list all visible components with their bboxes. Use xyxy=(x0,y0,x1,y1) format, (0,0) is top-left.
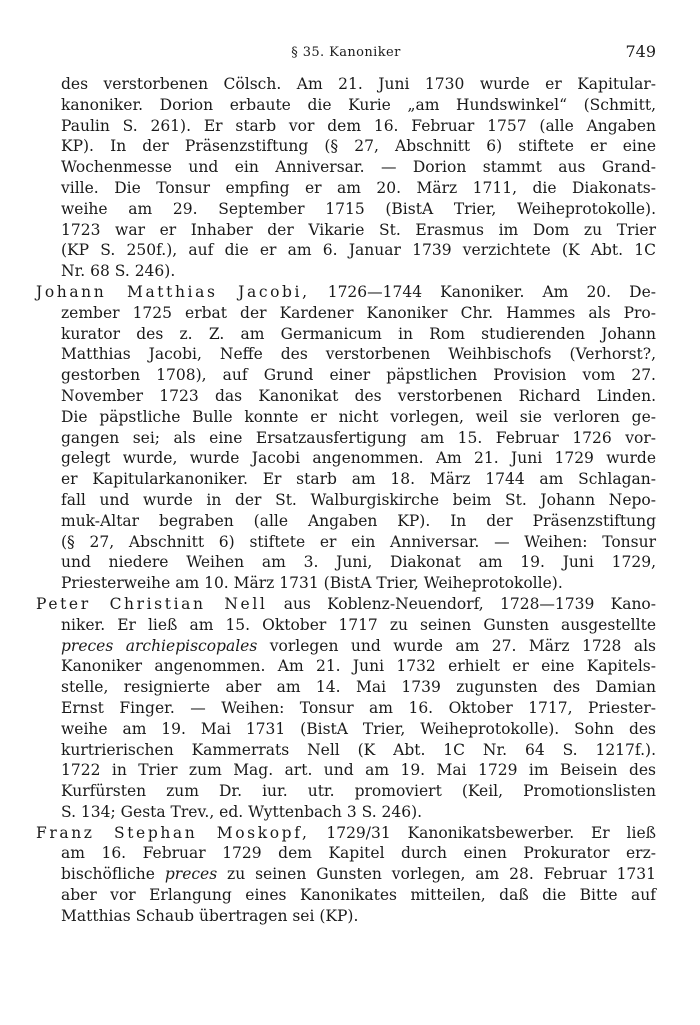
entry-continuation xyxy=(36,74,656,282)
text-line xyxy=(61,657,656,675)
text-line xyxy=(61,741,656,759)
text-line xyxy=(61,366,656,384)
line-text: am 16. Februar 1729 dem Kapitel durch einen Prokurator erz- xyxy=(61,844,656,863)
text-row xyxy=(61,469,656,490)
line-text: bischöfliche xyxy=(61,865,165,884)
text-row xyxy=(61,719,656,740)
line-text: aus Koblenz-Neuendorf, 1728—1739 Kano- xyxy=(267,594,656,613)
line-text: des verstorbenen Cölsch. Am 21. Juni 1730 wurde er Kapitular- xyxy=(61,75,656,93)
text-row xyxy=(61,136,656,157)
text-line xyxy=(61,844,656,862)
line-text: kanoniker. Dorion erbaute die Kurie „am Hundswinkel“ (Schmitt, xyxy=(61,95,656,114)
text-row xyxy=(61,573,656,594)
italic-term: preces archiepiscopales xyxy=(61,636,258,655)
text-row xyxy=(61,344,656,365)
text-line xyxy=(61,221,656,239)
text-line xyxy=(61,179,656,197)
line-text: Matthias Schaub übertragen sei (KP). xyxy=(61,906,359,925)
text-line xyxy=(61,574,563,592)
text-row xyxy=(61,448,656,469)
line-text: kurtrierischen Kammerrats Nell (K Abt. 1C Nr. 64 S. 1217f.). xyxy=(61,740,656,759)
line-text: zember 1725 erbat der Kardener Kanoniker Chr. Hammes als Pro- xyxy=(61,303,656,322)
text-row xyxy=(61,324,656,345)
text-line xyxy=(61,699,656,717)
line-text: 1729/31 Kanonikatsbewerber. Er ließ xyxy=(309,823,656,842)
line-text: Matthias Jacobi, Neffe des verstorbenen Weihbischofs (Verhorst?, xyxy=(61,345,656,364)
line-text: er Kapitularkanoniker. Er starb am 18. März 1744 am Schlagan- xyxy=(61,470,656,489)
text-line xyxy=(61,117,656,135)
text-line xyxy=(61,761,656,779)
text-line xyxy=(61,533,656,551)
text-line xyxy=(61,782,656,800)
text-row xyxy=(61,199,656,220)
line-text: weihe am 19. Mai 1731 (BistA Trier, Weiheprotokolle). Sohn des xyxy=(61,719,656,738)
biography-entry xyxy=(36,594,656,823)
line-text: niker. Er ließ am 15. Oktober 1717 zu seinen Gunsten ausgestellte xyxy=(61,615,656,634)
text-row xyxy=(61,490,656,511)
line-text: gestorben 1708), auf Grund einer päpstlichen Provision vom 27. xyxy=(61,366,656,385)
text-line xyxy=(61,553,656,571)
line-text: 1722 in Trier zum Mag. art. und am 19. Mai 1729 im Beisein des xyxy=(61,761,656,780)
running-head: § 35. Kanoniker xyxy=(291,45,401,60)
text-line xyxy=(61,241,656,259)
line-text: aber vor Erlangung eines Kanonikates mitteilen, daß die Bitte auf xyxy=(61,886,656,905)
text-line xyxy=(61,200,656,218)
text-line xyxy=(61,865,656,883)
line-text: stelle, resignierte aber am 14. Mai 1739 zugunsten des Damian xyxy=(61,678,656,697)
text-row xyxy=(61,760,656,781)
text-row xyxy=(36,594,656,615)
line-text: Wochenmesse und ein Anniversar. — Dorion stammt aus Grand- xyxy=(61,158,656,177)
line-text: S. 134; Gesta Trev., ed. Wyttenbach 3 S. 246). xyxy=(61,802,423,821)
line-text: weihe am 29. September 1715 (BistA Trier, Weiheprotokolle). xyxy=(61,199,656,218)
line-text: Ernst Finger. — Weihen: Tonsur am 16. Oktober 1717, Priester- xyxy=(61,698,656,717)
text-line xyxy=(61,345,656,363)
line-text: 1726—1744 Kanoniker. Am 20. De- xyxy=(309,282,656,301)
line-text: (KP S. 250f.), auf die er am 6. Januar 1739 verzichtete (K Abt. 1C xyxy=(61,241,656,260)
text-row xyxy=(61,615,656,636)
text-row xyxy=(61,220,656,241)
person-name: Johann Matthias Jacobi, xyxy=(36,282,310,301)
italic-term: preces xyxy=(164,865,218,884)
text-row xyxy=(61,843,656,864)
text-line xyxy=(61,886,656,904)
text-line xyxy=(61,75,656,93)
text-row xyxy=(61,157,656,178)
line-text: Kurfürsten zum Dr. iur. utr. promoviert (Keil, Promotionslisten xyxy=(61,782,656,801)
text-line xyxy=(61,449,656,467)
page-number: 749 xyxy=(625,42,656,61)
text-line xyxy=(61,512,656,530)
text-line xyxy=(61,158,656,176)
line-text: 1723 war er Inhaber der Vikarie St. Erasmus im Dom zu Trier xyxy=(61,220,656,239)
line-text: zu seinen Gunsten vorlegen, am 28. Februar 1731 xyxy=(217,865,657,884)
text-row xyxy=(61,240,656,261)
text-line xyxy=(36,283,656,301)
text-row xyxy=(61,656,656,677)
text-row xyxy=(61,74,656,95)
text-row xyxy=(61,303,656,324)
text-line xyxy=(61,387,656,405)
line-text: kurator des z. Z. am Germanicum in Rom studierenden Johann xyxy=(61,324,656,343)
line-text: fall und wurde in der St. Walburgiskirche beim St. Johann Nepo- xyxy=(61,490,656,509)
line-text: vorlegen und wurde am 27. März 1728 als xyxy=(257,636,657,655)
text-row xyxy=(61,698,656,719)
line-text: Paulin S. 261). Er starb vor dem 16. Februar 1757 (alle Angaben xyxy=(61,116,656,135)
text-line xyxy=(61,262,175,280)
line-text: Priesterweihe am 10. März 1731 (BistA Trier, Weiheprotokolle). xyxy=(61,574,563,593)
line-text: Nr. 68 S. 246). xyxy=(61,262,176,281)
text-row xyxy=(61,386,656,407)
text-line xyxy=(61,304,656,322)
text-row xyxy=(61,116,656,137)
text-line xyxy=(61,429,656,447)
line-text: ville. Die Tonsur empfing er am 20. März 1711, die Diakonats- xyxy=(61,178,656,197)
text-row xyxy=(61,802,656,823)
text-row xyxy=(36,823,656,844)
text-line xyxy=(36,595,656,613)
text-line xyxy=(61,470,656,488)
line-text: Kanoniker angenommen. Am 21. Juni 1732 erhielt er eine Kapitels- xyxy=(61,657,656,676)
line-text: gangen sei; als eine Ersatzausfertigung am 15. Februar 1726 vor- xyxy=(61,428,656,447)
line-text: Die päpstliche Bulle konnte er nicht vorlegen, weil sie verloren ge- xyxy=(61,407,656,426)
biography-entry xyxy=(36,282,656,594)
biography-entry xyxy=(36,823,656,927)
text-line xyxy=(61,720,656,738)
person-name: Peter Christian Nell xyxy=(36,594,268,613)
text-line xyxy=(61,491,656,509)
line-text: und niedere Weihen am 3. Juni, Diakonat am 19. Juni 1729, xyxy=(61,553,656,572)
text-row xyxy=(61,178,656,199)
text-row xyxy=(61,261,656,282)
text-row xyxy=(61,740,656,761)
text-line xyxy=(61,803,422,821)
text-row xyxy=(61,677,656,698)
text-line xyxy=(61,637,656,655)
text-line xyxy=(36,824,656,842)
text-row xyxy=(61,365,656,386)
text-row xyxy=(61,532,656,553)
text-line xyxy=(61,137,656,155)
text-line xyxy=(61,408,656,426)
text-row xyxy=(61,885,656,906)
line-text: muk-Altar begraben (alle Angaben KP). In der Präsenzstiftung xyxy=(61,511,656,530)
text-row xyxy=(61,906,656,927)
line-text: (§ 27, Abschnitt 6) stiftete er ein Anniversar. — Weihen: Tonsur xyxy=(61,532,656,551)
text-line xyxy=(61,325,656,343)
text-row xyxy=(61,407,656,428)
text-row xyxy=(61,511,656,532)
text-line xyxy=(61,907,358,925)
text-line xyxy=(61,616,656,634)
text-line xyxy=(61,96,656,114)
person-name: Franz Stephan Moskopf, xyxy=(36,823,310,842)
line-text: gelegt wurde, wurde Jacobi angenommen. Am 21. Juni 1729 wurde xyxy=(61,449,656,468)
text-line xyxy=(61,678,656,696)
line-text: November 1723 das Kanonikat des verstorbenen Richard Linden. xyxy=(61,386,656,405)
text-row xyxy=(61,95,656,116)
document-body xyxy=(36,74,656,927)
text-row xyxy=(61,552,656,573)
text-row xyxy=(61,781,656,802)
text-row xyxy=(61,636,656,657)
page-header xyxy=(36,42,656,66)
text-row xyxy=(61,428,656,449)
text-row xyxy=(61,864,656,885)
line-text: KP). In der Präsenzstiftung (§ 27, Abschnitt 6) stiftete er eine xyxy=(61,137,656,156)
text-row xyxy=(36,282,656,303)
